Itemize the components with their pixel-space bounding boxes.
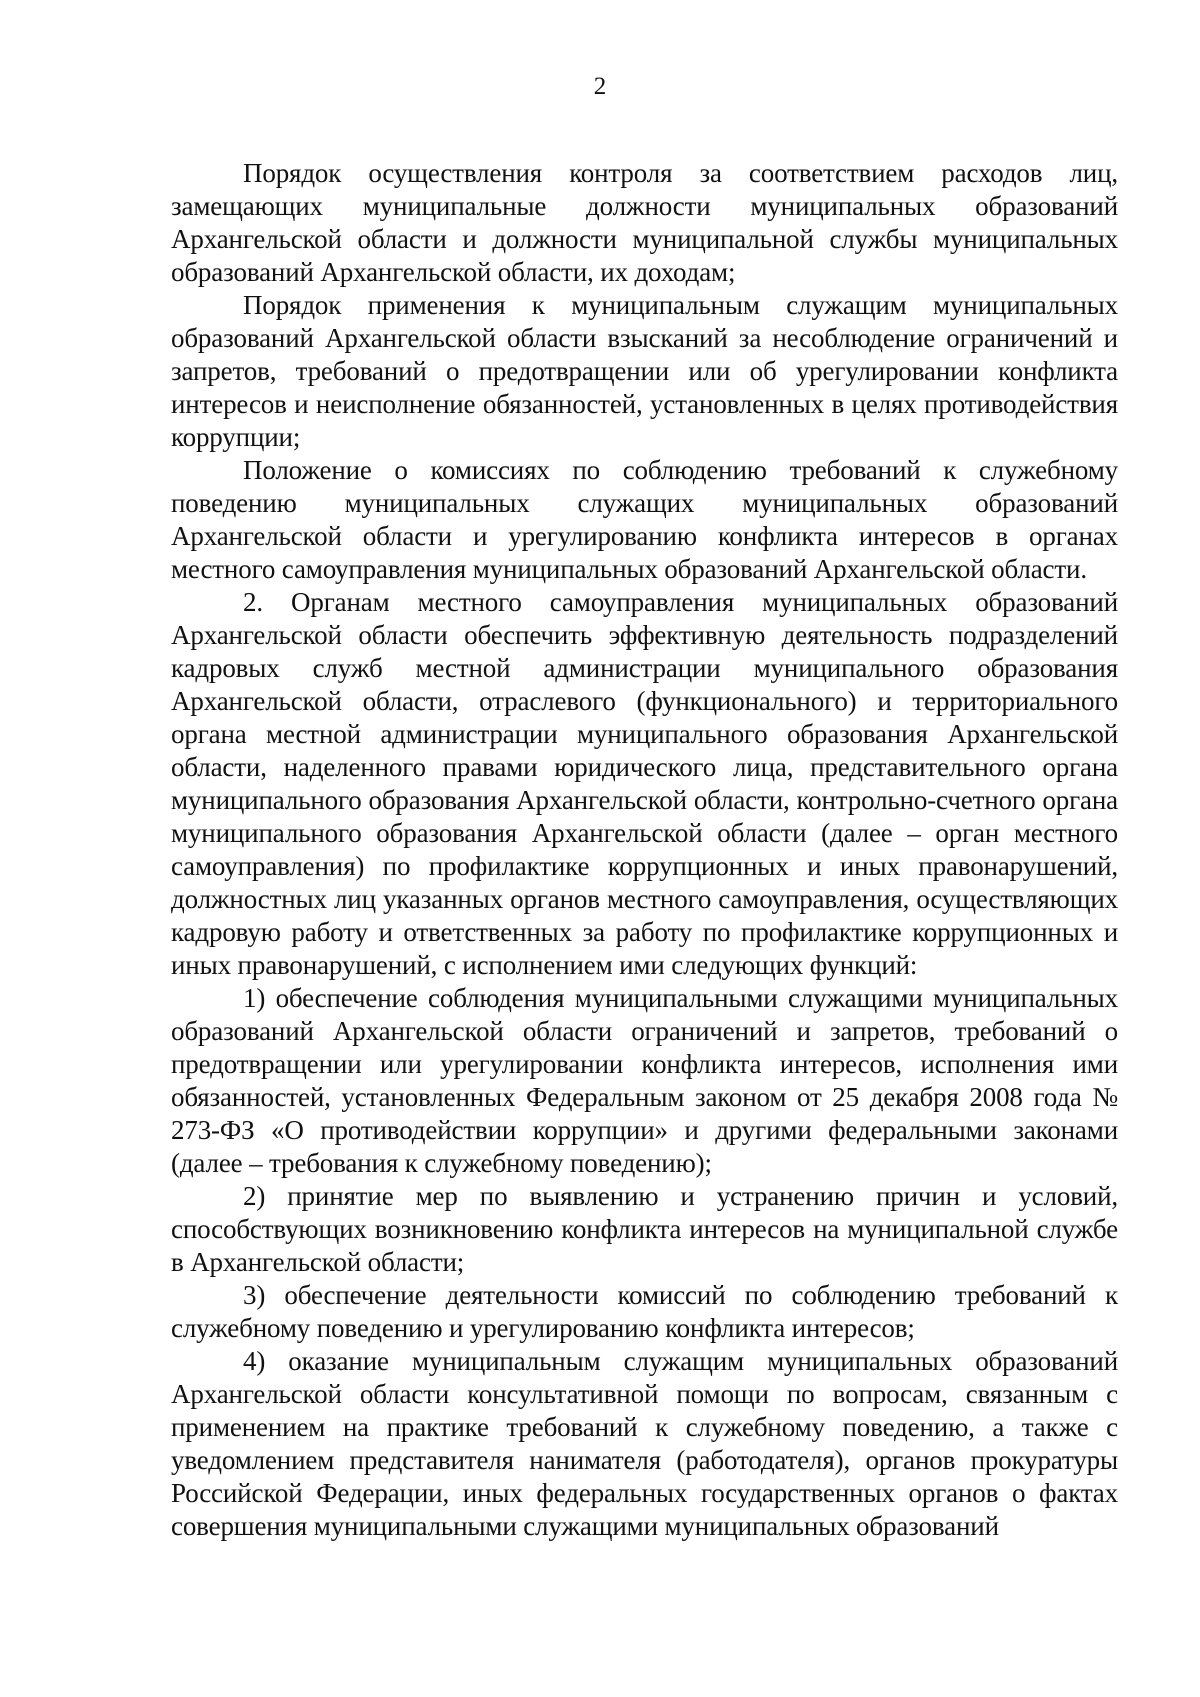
paragraph-expense-control-procedure: Порядок осуществления контроля за соответствием расходов лиц, замещающих муниципальные должности муниципальных образований Архангельской области и должности муниципальной службы муниципальных образований Архангельской области, их доходам; — [171, 158, 1118, 287]
document-body — [171, 157, 1118, 1543]
paragraph-item-2: 2. Органам местного самоуправления муниципальных образований Архангельской области обеспечить эффективную деятельность подразделений кадровых служб местной администрации муниципального образования Архангельской области, отраслевого (функционального) и территориального органа местной администрации муниципального образования Архангельской области, наделенного правами юридического лица, представительного органа муниципального образования Архангельской области, контрольно-счетного органа муниципального образования Архангельской области (далее – орган местного самоуправления) по профилактике коррупционных и иных правонарушений, должностных лиц указанных органов местного самоуправления, осуществляющих кадровую работу и ответственных за работу по профилактике коррупционных и иных правонарушений, с исполнением ими следующих функций: — [171, 587, 1118, 980]
paragraph-function-4: 4) оказание муниципальным служащим муниципальных образований Архангельской области консультативной помощи по вопросам, связанным с применением на практике требований к служебному поведению, а также с уведомлением представителя нанимателя (работодателя), органов прокуратуры Российской Федерации, иных федеральных государственных органов о фактах совершения муниципальными служащими муниципальных образований — [171, 1346, 1118, 1541]
paragraph-function-2: 2) принятие мер по выявлению и устранению причин и условий, способствующих возникновению конфликта интересов на муниципальной службе в Архангельской области; — [171, 1181, 1118, 1277]
paragraph-function-3: 3) обеспечение деятельности комиссий по соблюдению требований к служебному поведению и урегулированию конфликта интересов; — [171, 1280, 1118, 1343]
paragraph-penalty-procedure: Порядок применения к муниципальным служащим муниципальных образований Архангельской области взысканий за несоблюдение ограничений и запретов, требований о предотвращении или об урегулировании конфликта интересов и неисполнение обязанностей, установленных в целях противодействия коррупции; — [171, 290, 1118, 452]
page-number: 2 — [593, 73, 607, 100]
paragraph-commission-regulation: Положение о комиссиях по соблюдению требований к служебному поведению муниципальных служащих муниципальных образований Архангельской области и урегулированию конфликта интересов в органах местного самоуправления муниципальных образований Архангельской области. — [171, 455, 1118, 584]
paragraph-function-1: 1) обеспечение соблюдения муниципальными служащими муниципальных образований Архангельской области ограничений и запретов, требований о предотвращении или урегулировании конфликта интересов, исполнения ими обязанностей, установленных Федеральным законом от 25 декабря 2008 года № 273-ФЗ «О противодействии коррупции» и другими федеральными законами (далее – требования к служебному поведению); — [171, 983, 1118, 1178]
